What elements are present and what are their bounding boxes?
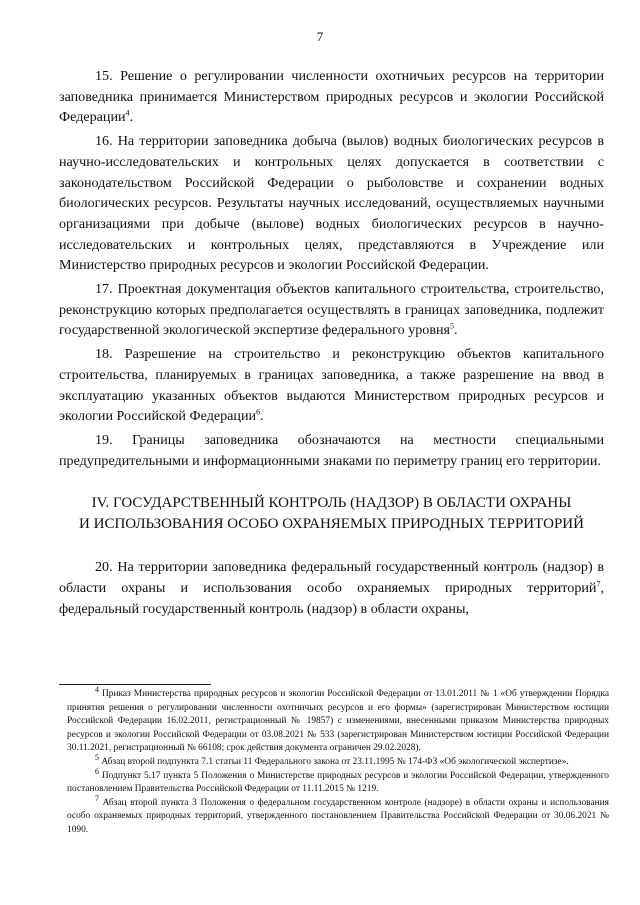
paragraph-text: 15. Решение о регулировании численности охотничьих ресурсов на территории заповедника принимается Министерством природных ресурсов и экологии Российской Федерации [59,68,604,126]
paragraph-tail: , федеральный государственный контроль (надзор) в области охраны, [59,580,604,617]
paragraph-tail: . [260,408,264,425]
section-heading [59,493,604,535]
footnote-text: Абзац второй пункта 3 Положения о федеральном государственном контроле (надзоре) в области охраны и использования особо охраняемых природных территорий, утвержденного постановлением Правительства Российской Федерации от 30.06.2021 № 1090. [67,797,609,835]
paragraph-18 [59,344,604,427]
paragraph-tail: . [454,322,458,339]
paragraph-text: 18. Разрешение на строительство и реконструкцию объектов капитального строительства, планируемых в границах заповедника, а также разрешение на ввод в эксплуатацию указанных объектов выдаются Министерством природных ресурсов и экологии Российской Федерации [59,346,604,425]
footnote-separator [59,684,211,685]
footnotes [67,684,609,838]
main-text [59,66,604,619]
footnote-mark: 7 [95,793,99,803]
paragraph-16 [59,131,604,276]
footnote-mark: 6 [95,766,99,776]
footnote-5 [67,752,609,770]
footnote-mark: 5 [95,752,99,762]
paragraph-tail: . [129,109,134,126]
footnote-6 [67,766,609,797]
paragraph-text: 16. На территории заповедника добыча (вылов) водных биологических ресурсов в научно-исследовательских и контрольных целях допускается в соответствии с законодательством Российской Федерации о рыболовстве и сохранении водных биологических ресурсов. Результаты научных исследований, осуществляемых научными организациями при добыче (вылове) водных биологических ресурсов в научно-исследовательских и контрольных целях, представляются в Учреждение или Министерство природных ресурсов и экологии Российской Федерации. [59,133,604,274]
footnote-text: Абзац второй подпункта 7.1 статьи 11 Федерального закона от 23.11.1995 № 174-ФЗ «Об экологической экспертизе». [101,756,569,767]
footnote-7 [67,793,609,838]
footnote-text: Подпункт 5.17 пункта 5 Положения о Министерстве природных ресурсов и экологии Российской Федерации, утвержденного постановлением Правительства Российской Федерации от 11.11.2015 № 1219. [67,770,609,795]
footnote-ref[interactable]: 4 [125,108,130,118]
page-number: 7 [316,29,324,44]
paragraph-17 [59,279,604,341]
section-heading-line-1: IV. ГОСУДАРСТВЕННЫЙ КОНТРОЛЬ (НАДЗОР) В ОБЛАСТИ ОХРАНЫ [91,495,572,512]
paragraph-text: 17. Проектная документация объектов капитального строительства, строительство, реконструкцию которых предполагается осуществлять в границах заповедника, подлежит государственной экологической экспертизе федерального уровня [59,281,604,339]
paragraph-text: 19. Границы заповедника обозначаются на местности специальными предупредительными и информационными знаками по периметру границ его территории. [59,431,604,469]
section-heading-line-2: И ИСПОЛЬЗОВАНИЯ ОСОБО ОХРАНЯЕМЫХ ПРИРОДНЫХ ТЕРРИТОРИЙ [79,516,584,533]
paragraph-15 [59,66,604,128]
footnote-text: Приказ Министерства природных ресурсов и экологии Российской Федерации от 13.01.2011 № 1 «Об утверждении Порядка принятия решения о регулировании численности охотничьих ресурсов и его формы» (зарегистрирован Министерством юстиции Российской Федерации 16.02.2011, регистрационный № 19857) с изменениями, внесенными приказом Министерства природных ресурсов и экологии Российской Федерации от 03.08.2021 № 533 (зарегистрирован Министерством юстиции Российской Федерации 30.11.2021, регистрационный № 66108; срок действия документа ограничен 29.02.2028). [67,689,609,754]
paragraph-19 [59,430,604,471]
paragraph-20 [59,557,604,619]
footnote-mark: 4 [95,684,99,694]
footnote-4 [67,684,609,756]
footnote-ref[interactable]: 5 [450,321,455,331]
paragraph-text: 20. На территории заповедника федеральный государственный контроль (надзор) в области охраны и использования особо охраняемых природных территорий [59,559,604,597]
footnote-ref[interactable]: 7 [596,579,601,589]
footnote-ref[interactable]: 6 [256,407,261,417]
